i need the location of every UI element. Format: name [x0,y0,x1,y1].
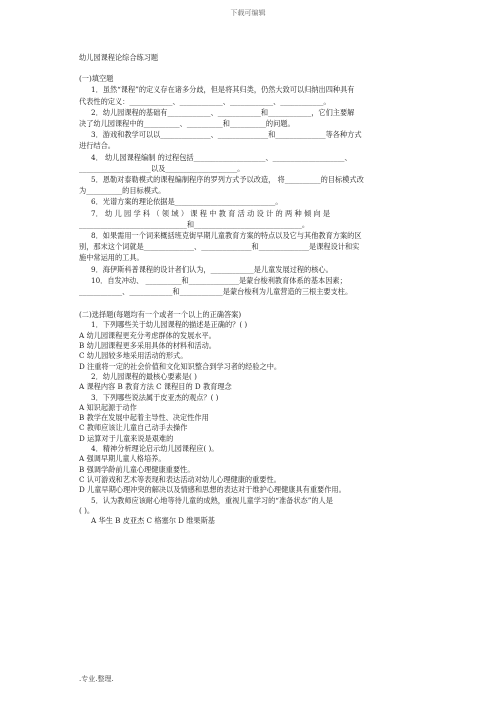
question-line: 8．如果需用一个词来概括班克街早期儿童教育方案的特点以及它与其他教育方案的区 [91,231,362,241]
option-line: A 华生 B 皮亚杰 C 格塞尔 D 维果斯基 [91,516,215,526]
option-line: A 幼儿园课程更充分考虑群体的发展水平。 [79,330,216,340]
question-line: 4．精神分析理论启示幼儿园课程应( )。 [91,444,219,454]
question-line: 决了幼儿园课程中的__________、__________和__________的问题。 [79,119,295,129]
question-line: 进行结合。 [79,141,115,151]
document-title: 幼儿园课程论综合练习题 [79,53,159,62]
option-line: B 幼儿园课程更多采用具体的材料和活动。 [79,341,216,351]
option-line: D 儿童早期心理冲突的解决以及情感和思想的表达对于维护心理健康具有重要作用。 [79,485,346,495]
option-line: B 强调学龄前儿童心理健康重要性。 [79,464,195,474]
option-line: C 教师应该让儿童自己动手去操作 [79,423,188,433]
question-line: 别，那末这个词就是______________、______________和______________是课程设计和实 [79,242,360,252]
question-line: ______________________________和______________________________。 [79,219,310,229]
question-line: 4． 幼儿园课程编制 的过程包括____________________、____________________、 [91,152,352,162]
option-line: A 课程内容 B 教育方法 C 课程目的 D 教育理念 [79,382,232,392]
option-line: D 运算对于儿童来说是艰难的 [79,433,174,443]
question-line: 10．自发冲动、 __________和______________是蒙台梭利教育体系的基本因素； [91,275,347,285]
option-line: B 教学在发展中起着主导性、决定性作用 [79,413,209,423]
option-line: D 注重将一定的社会价值和文化知识整合到学习者的经验之中。 [79,361,282,371]
question-line: ____________、____________和____________是蒙台梭利为儿童营造的三根主要支柱。 [79,287,353,297]
document-body [79,52,423,526]
question-line: 为__________的目标模式。 [79,186,166,196]
page-footer: .专业.整理. [79,675,114,683]
question-line: 1．虽然“课程”的定义存在诸多分歧，但是将其归类，仍然大致可以归纳出四种具有 [91,85,355,95]
question-line: 5．认为教师应该耐心地等待儿童的成熟，重视儿童学习的“准备状态”的人是 [91,495,333,505]
page-header: 下载可编辑 [230,9,266,17]
question-line: 7． 幼 儿 园 学 科 （ 领 域 ） 课 程 中 教 育 活 动 设 计 的 两 种 倾 向 是 [91,208,331,218]
question-line: 6．光谱方案的理论依据是____________________________。 [91,197,283,207]
option-line: C 认可游戏和艺术等表现和表达活动对幼儿心理健康的重要性。 [79,474,281,484]
question-line: 1．下列哪些关于幼儿园课程的描述是正确的？( ) [91,320,248,330]
option-line: A 强调早期儿童人格培养。 [79,454,166,464]
section-heading-multiple-choice: (二)选择题(每题均有一个或者一个以上的正确答案) [79,310,242,320]
question-line: 2．幼儿园课程的最核心要素是( ) [91,371,197,381]
question-line: 2．幼儿园课程的基础有____________、____________和____________，它们主要解 [91,107,355,117]
question-line: 5．恩勒对泰勒模式的课程编制程序的罗列方式予以改造， 将__________的目标模式改 [91,175,364,185]
question-line: 9．海伊斯科普课程的设计者们认为，____________是儿童发展过程的核心。 [91,264,333,274]
question-line: ____________________以及____________________。 [79,163,245,173]
question-line: 3．游戏和教学可以以______________、______________和______________等各种方式 [91,130,362,140]
question-line: 3．下列哪些说法属于皮亚杰的观点？( ) [91,392,219,402]
question-line: ( )。 [79,505,95,515]
option-line: A 知识起源于动作 [79,402,137,412]
option-line: C 幼儿园较多地采用活动的形式。 [79,351,188,361]
section-heading-fill-in: (一)填空题 [79,74,114,84]
question-line: 代表性的定义：____________、____________、____________、____________。 [79,96,331,106]
question-line: 施中常运用的工具。 [79,253,144,263]
